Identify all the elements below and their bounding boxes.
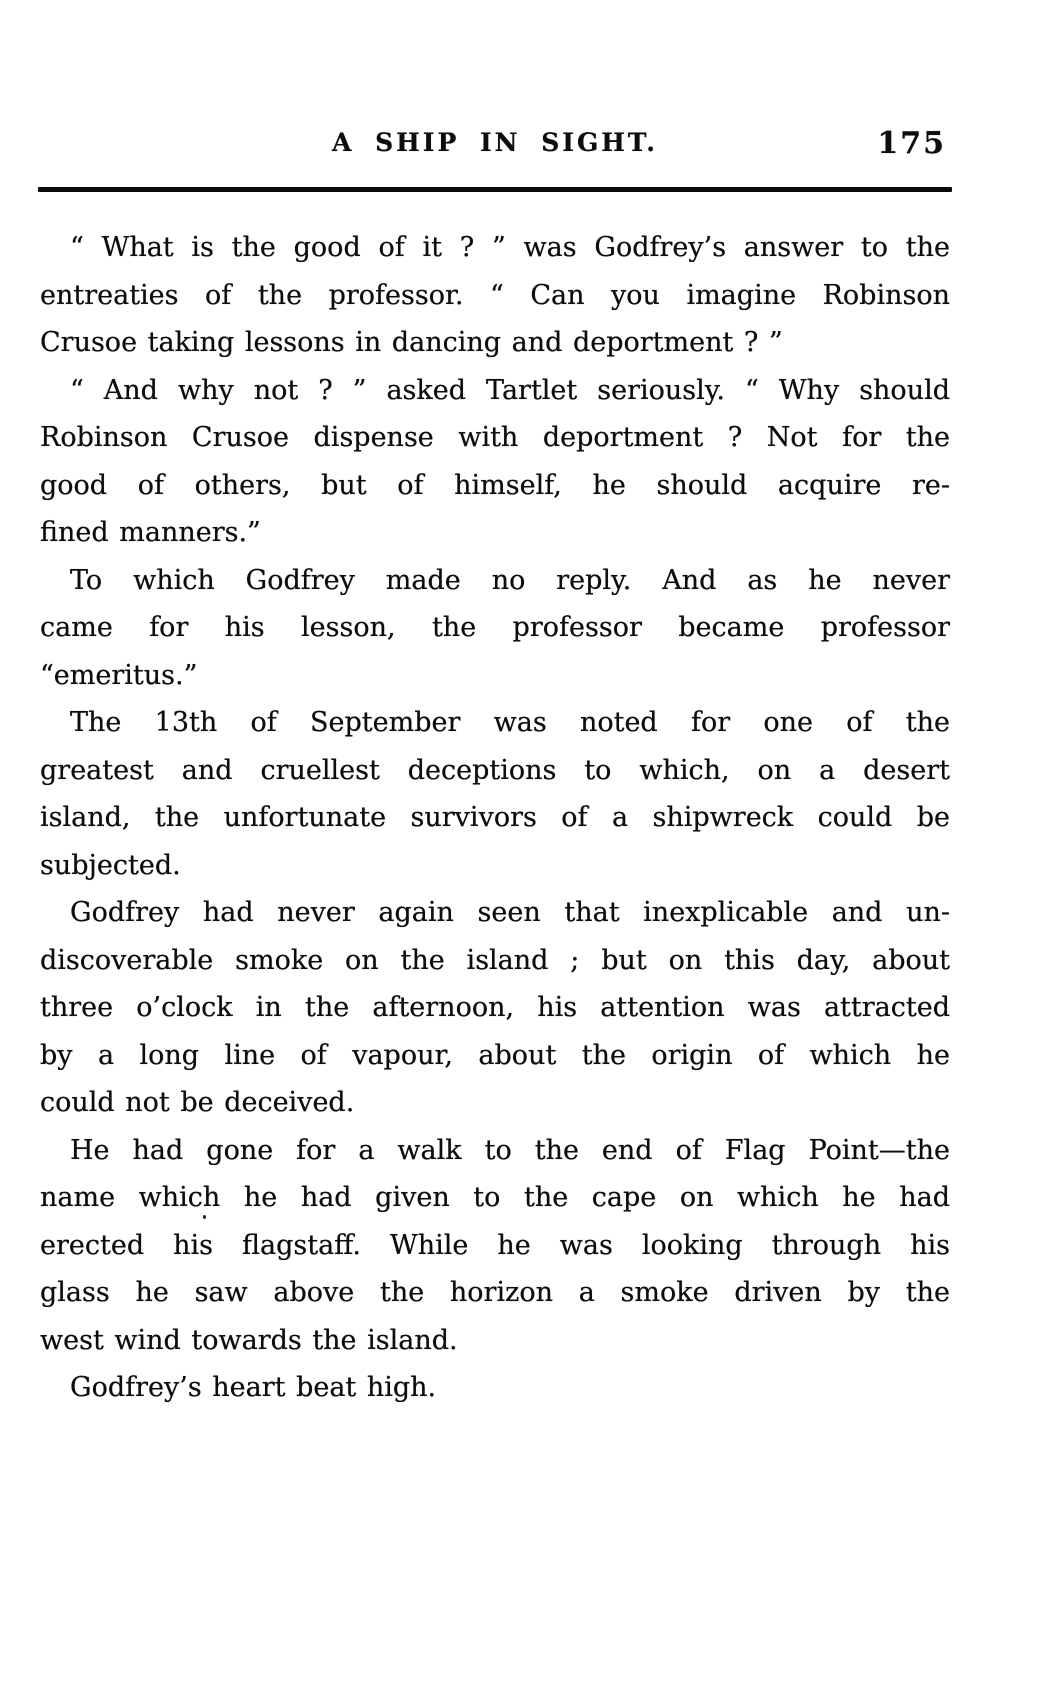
text-line: by a long line of vapour, about the origin of which he [40, 1039, 950, 1071]
text-line: greatest and cruellest deceptions to which, on a desert [40, 754, 950, 786]
text-line: discoverable smoke on the island ; but on this day, about [40, 944, 950, 976]
text-line: The 13th of September was noted for one of the [70, 707, 950, 738]
text-line: “ What is the good of it ? ” was Godfrey’s answer to the [70, 232, 950, 263]
text-line: erected his flagstaff. While he was looking through his [40, 1229, 950, 1261]
text-line: Godfrey’s heart beat high. [70, 1372, 437, 1403]
page-number: 175 [877, 126, 946, 161]
running-head-title: A SHIP IN SIGHT. [331, 128, 659, 157]
text-line: “emeritus.” [40, 659, 198, 691]
text-line: He had gone for a walk to the end of Flag Point—the [70, 1134, 950, 1166]
text-line: fined manners.” [40, 517, 261, 548]
text-line: glass he saw above the horizon a smoke driven by the [40, 1277, 950, 1308]
text-line: could not be deceived. [40, 1087, 355, 1118]
text-line: three o’clock in the afternoon, his attention was attracted [40, 992, 950, 1023]
text-line: came for his lesson, the professor became professor [40, 612, 950, 643]
text-line: entreaties of the professor. “ Can you imagine Robinson [40, 279, 950, 311]
text-line: subjected. [40, 849, 181, 881]
text-line: “ And why not ? ” asked Tartlet seriously. “ Why should [70, 374, 950, 406]
text-line: Godfrey had never again seen that inexplicable and un- [70, 897, 950, 928]
header-rule [38, 187, 952, 192]
text-line: Crusoe taking lessons in dancing and deportment ? ” [40, 327, 783, 358]
scan-speck [203, 1215, 206, 1219]
text-line: name which he had given to the cape on which he had [40, 1182, 950, 1213]
text-line: west wind towards the island. [40, 1324, 458, 1356]
running-head [40, 128, 950, 168]
text-line: good of others, but of himself, he should acquire re- [40, 469, 950, 501]
page-body [40, 224, 950, 1412]
text-line: To which Godfrey made no reply. And as he never [70, 564, 950, 596]
text-line: island, the unfortunate survivors of a shipwreck could be [40, 802, 950, 833]
text-line: Robinson Crusoe dispense with deportment ? Not for the [40, 422, 950, 453]
